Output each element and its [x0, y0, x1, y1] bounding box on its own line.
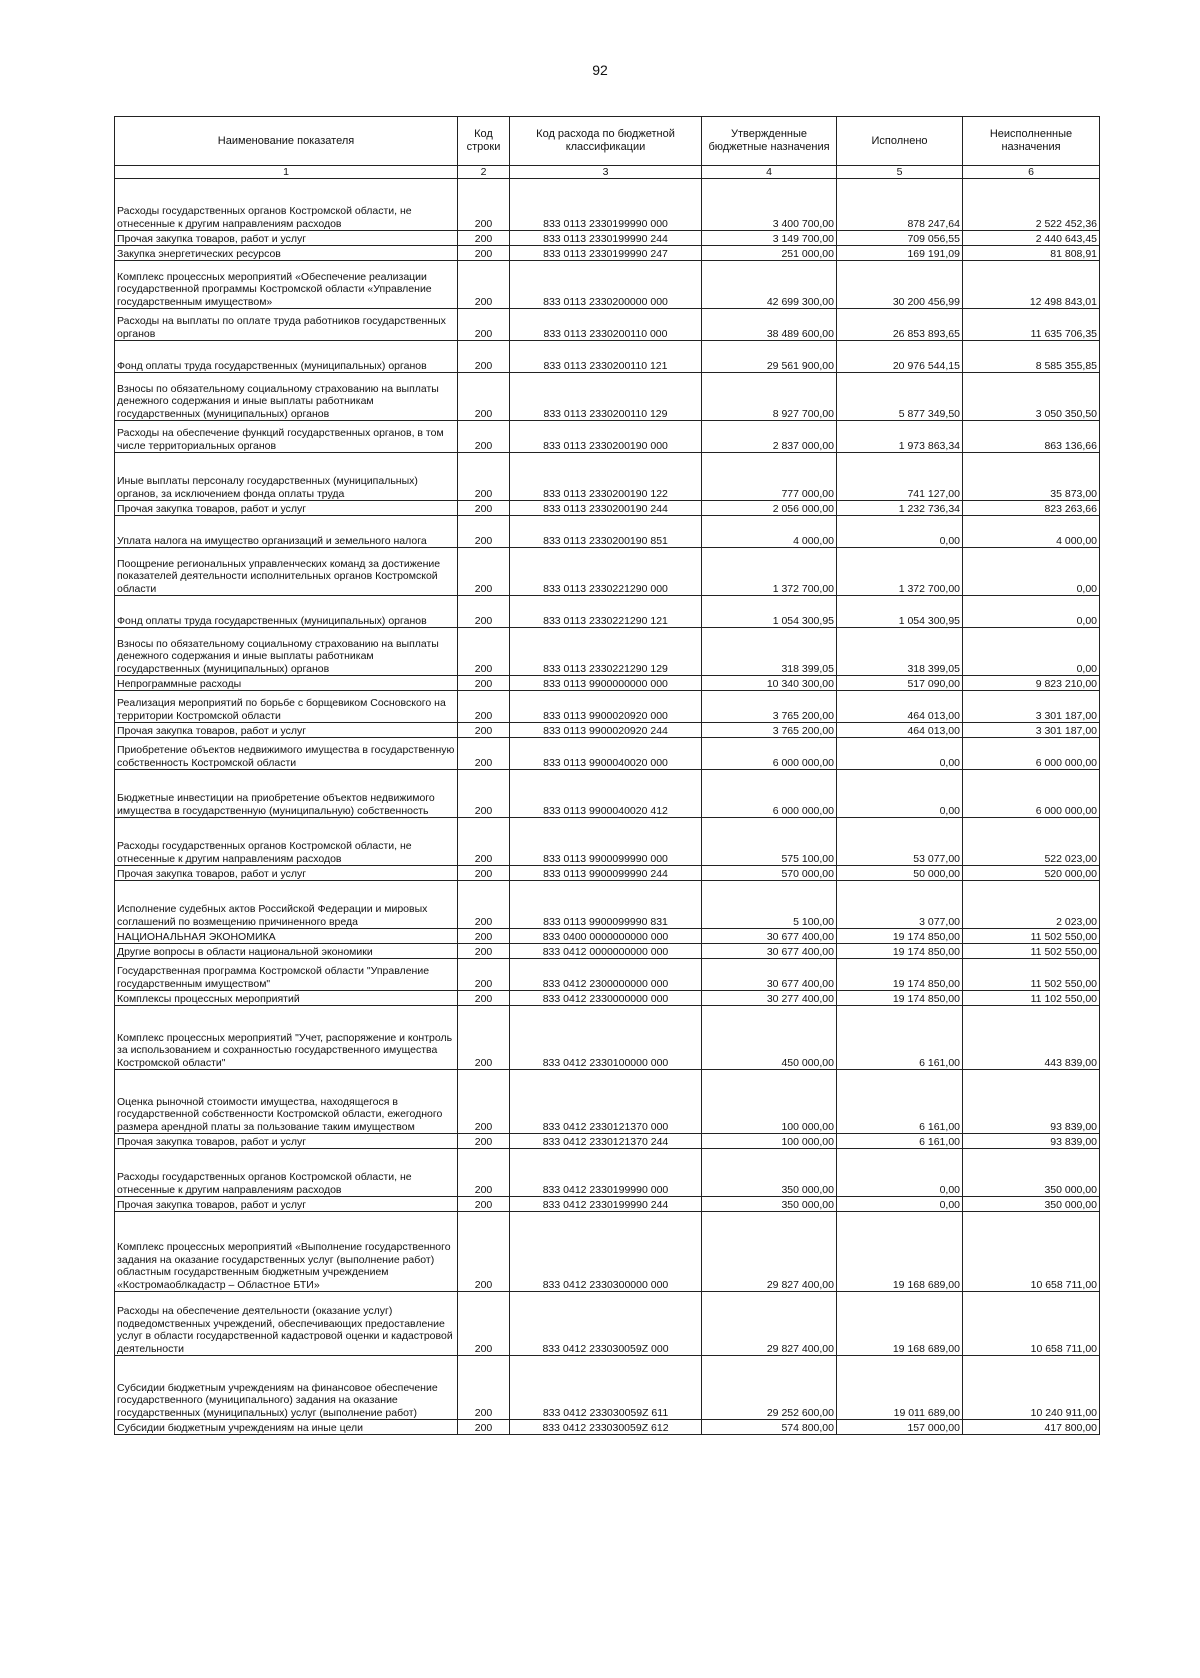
table-row [115, 501, 1100, 516]
expense-code: 833 0113 2330200110 000 [510, 309, 702, 341]
approved-amount: 4 000,00 [702, 516, 837, 548]
table-row [115, 341, 1100, 373]
indicator-name: НАЦИОНАЛЬНАЯ ЭКОНОМИКА [115, 929, 458, 944]
executed-amount: 0,00 [837, 516, 963, 548]
unexecuted-amount: 81 808,91 [963, 246, 1100, 261]
executed-amount: 464 013,00 [837, 723, 963, 738]
table-row [115, 628, 1100, 676]
expense-code: 833 0412 2300000000 000 [510, 959, 702, 991]
line-code: 200 [458, 421, 510, 453]
indicator-name: Исполнение судебных актов Российской Федерации и мировых соглашений по возмещению причиненного вреда [115, 881, 458, 929]
indicator-name: Реализация мероприятий по борьбе с борщевиком Сосновского на территории Костромской области [115, 691, 458, 723]
executed-amount: 0,00 [837, 1149, 963, 1197]
executed-amount: 50 000,00 [837, 866, 963, 881]
unexecuted-amount: 8 585 355,85 [963, 341, 1100, 373]
approved-amount: 1 372 700,00 [702, 548, 837, 596]
executed-amount: 26 853 893,65 [837, 309, 963, 341]
approved-amount: 30 677 400,00 [702, 959, 837, 991]
expense-code: 833 0113 2330199990 000 [510, 179, 702, 231]
executed-amount: 709 056,55 [837, 231, 963, 246]
approved-amount: 30 277 400,00 [702, 991, 837, 1006]
indicator-name: Расходы на обеспечение деятельности (оказание услуг) подведомственных учреждений, обеспечивающих предоставление услуг в области государственной кадастровой оценки и кадастровой деятельности [115, 1292, 458, 1356]
table-row [115, 1070, 1100, 1134]
line-code: 200 [458, 1149, 510, 1197]
unexecuted-amount: 2 522 452,36 [963, 179, 1100, 231]
unexecuted-amount: 522 023,00 [963, 818, 1100, 866]
approved-amount: 3 765 200,00 [702, 723, 837, 738]
table-row [115, 261, 1100, 309]
approved-amount: 574 800,00 [702, 1420, 837, 1435]
column-number: 6 [963, 166, 1100, 179]
expense-code: 833 0412 2330121370 244 [510, 1134, 702, 1149]
line-code: 200 [458, 309, 510, 341]
column-number: 4 [702, 166, 837, 179]
approved-amount: 350 000,00 [702, 1149, 837, 1197]
line-code: 200 [458, 676, 510, 691]
table-row [115, 1212, 1100, 1292]
table-row [115, 1420, 1100, 1435]
line-code: 200 [458, 453, 510, 501]
approved-amount: 29 827 400,00 [702, 1212, 837, 1292]
indicator-name: Расходы на выплаты по оплате труда работников государственных органов [115, 309, 458, 341]
indicator-name: Расходы государственных органов Костромской области, не отнесенные к другим направлениям расходов [115, 1149, 458, 1197]
approved-amount: 251 000,00 [702, 246, 837, 261]
expense-code: 833 0113 9900020920 000 [510, 691, 702, 723]
approved-amount: 1 054 300,95 [702, 596, 837, 628]
line-code: 200 [458, 261, 510, 309]
table-row [115, 1197, 1100, 1212]
indicator-name: Прочая закупка товаров, работ и услуг [115, 1197, 458, 1212]
expense-code: 833 0113 9900099990 244 [510, 866, 702, 881]
indicator-name: Комплексы процессных мероприятий [115, 991, 458, 1006]
unexecuted-amount: 2 440 643,45 [963, 231, 1100, 246]
executed-amount: 169 191,09 [837, 246, 963, 261]
indicator-name: Прочая закупка товаров, работ и услуг [115, 1134, 458, 1149]
table-row [115, 818, 1100, 866]
approved-amount: 3 149 700,00 [702, 231, 837, 246]
executed-amount: 19 168 689,00 [837, 1212, 963, 1292]
table-row [115, 453, 1100, 501]
unexecuted-amount: 0,00 [963, 628, 1100, 676]
approved-amount: 350 000,00 [702, 1197, 837, 1212]
line-code: 200 [458, 628, 510, 676]
executed-amount: 6 161,00 [837, 1070, 963, 1134]
approved-amount: 575 100,00 [702, 818, 837, 866]
table-row [115, 881, 1100, 929]
table-row [115, 959, 1100, 991]
indicator-name: Взносы по обязательному социальному страхованию на выплаты денежного содержания и иные выплаты работникам государственных (муниципальных) органов [115, 373, 458, 421]
expense-code: 833 0113 2330200110 129 [510, 373, 702, 421]
executed-amount: 1 372 700,00 [837, 548, 963, 596]
unexecuted-amount: 350 000,00 [963, 1149, 1100, 1197]
indicator-name: Государственная программа Костромской области "Управление государственным имуществом" [115, 959, 458, 991]
approved-amount: 30 677 400,00 [702, 929, 837, 944]
indicator-name: Комплекс процессных мероприятий «Обеспечение реализации государственной программы Костромской области «Управление государственным имуществом» [115, 261, 458, 309]
unexecuted-amount: 520 000,00 [963, 866, 1100, 881]
unexecuted-amount: 10 658 711,00 [963, 1292, 1100, 1356]
indicator-name: Фонд оплаты труда государственных (муниципальных) органов [115, 341, 458, 373]
executed-amount: 19 174 850,00 [837, 959, 963, 991]
indicator-name: Другие вопросы в области национальной экономики [115, 944, 458, 959]
line-code: 200 [458, 929, 510, 944]
unexecuted-amount: 11 102 550,00 [963, 991, 1100, 1006]
approved-amount: 2 056 000,00 [702, 501, 837, 516]
line-code: 200 [458, 959, 510, 991]
approved-amount: 3 400 700,00 [702, 179, 837, 231]
expense-code: 833 0113 2330199990 244 [510, 231, 702, 246]
approved-amount: 2 837 000,00 [702, 421, 837, 453]
line-code: 200 [458, 179, 510, 231]
indicator-name: Прочая закупка товаров, работ и услуг [115, 501, 458, 516]
table-row [115, 991, 1100, 1006]
unexecuted-amount: 3 050 350,50 [963, 373, 1100, 421]
indicator-name: Расходы на обеспечение функций государственных органов, в том числе территориальных органов [115, 421, 458, 453]
table-header-row [115, 117, 1100, 166]
expense-code: 833 0113 9900040020 000 [510, 738, 702, 770]
unexecuted-amount: 350 000,00 [963, 1197, 1100, 1212]
indicator-name: Прочая закупка товаров, работ и услуг [115, 866, 458, 881]
approved-amount: 100 000,00 [702, 1134, 837, 1149]
unexecuted-amount: 11 502 550,00 [963, 929, 1100, 944]
indicator-name: Иные выплаты персоналу государственных (муниципальных) органов, за исключением фонда оплаты труда [115, 453, 458, 501]
approved-amount: 100 000,00 [702, 1070, 837, 1134]
column-header-name: Наименование показателя [115, 117, 458, 166]
approved-amount: 6 000 000,00 [702, 770, 837, 818]
approved-amount: 318 399,05 [702, 628, 837, 676]
unexecuted-amount: 6 000 000,00 [963, 770, 1100, 818]
table-row [115, 1356, 1100, 1420]
unexecuted-amount: 6 000 000,00 [963, 738, 1100, 770]
expense-code: 833 0412 2330121370 000 [510, 1070, 702, 1134]
line-code: 200 [458, 818, 510, 866]
expense-code: 833 0113 2330200190 851 [510, 516, 702, 548]
column-number: 2 [458, 166, 510, 179]
indicator-name: Прочая закупка товаров, работ и услуг [115, 723, 458, 738]
line-code: 200 [458, 1420, 510, 1435]
unexecuted-amount: 12 498 843,01 [963, 261, 1100, 309]
executed-amount: 30 200 456,99 [837, 261, 963, 309]
expense-code: 833 0400 0000000000 000 [510, 929, 702, 944]
approved-amount: 29 561 900,00 [702, 341, 837, 373]
unexecuted-amount: 93 839,00 [963, 1070, 1100, 1134]
approved-amount: 29 252 600,00 [702, 1356, 837, 1420]
unexecuted-amount: 10 658 711,00 [963, 1212, 1100, 1292]
approved-amount: 10 340 300,00 [702, 676, 837, 691]
expense-code: 833 0113 9900099990 831 [510, 881, 702, 929]
line-code: 200 [458, 548, 510, 596]
expense-code: 833 0113 2330221290 000 [510, 548, 702, 596]
line-code: 200 [458, 1197, 510, 1212]
indicator-name: Фонд оплаты труда государственных (муниципальных) органов [115, 596, 458, 628]
expense-code: 833 0113 2330221290 129 [510, 628, 702, 676]
table-row [115, 373, 1100, 421]
page-number: 92 [592, 62, 608, 78]
line-code: 200 [458, 246, 510, 261]
approved-amount: 38 489 600,00 [702, 309, 837, 341]
executed-amount: 19 174 850,00 [837, 991, 963, 1006]
expense-code: 833 0412 2330000000 000 [510, 991, 702, 1006]
indicator-name: Комплекс процессных мероприятий «Выполнение государственного задания на оказание государственных услуг (выполнение работ) областным государственным бюджетным учреждением «Костромаоблкадастр – Областное БТИ» [115, 1212, 458, 1292]
unexecuted-amount: 417 800,00 [963, 1420, 1100, 1435]
table-row [115, 929, 1100, 944]
expense-code: 833 0412 2330199990 244 [510, 1197, 702, 1212]
line-code: 200 [458, 1134, 510, 1149]
executed-amount: 1 973 863,34 [837, 421, 963, 453]
approved-amount: 450 000,00 [702, 1006, 837, 1070]
unexecuted-amount: 3 301 187,00 [963, 723, 1100, 738]
line-code: 200 [458, 341, 510, 373]
line-code: 200 [458, 738, 510, 770]
approved-amount: 29 827 400,00 [702, 1292, 837, 1356]
unexecuted-amount: 863 136,66 [963, 421, 1100, 453]
expense-code: 833 0412 0000000000 000 [510, 944, 702, 959]
line-code: 200 [458, 596, 510, 628]
indicator-name: Непрограммные расходы [115, 676, 458, 691]
line-code: 200 [458, 866, 510, 881]
table-row [115, 516, 1100, 548]
line-code: 200 [458, 881, 510, 929]
column-header-executed: Исполнено [837, 117, 963, 166]
expense-code: 833 0412 233030059Z 611 [510, 1356, 702, 1420]
table-row [115, 1292, 1100, 1356]
indicator-name: Бюджетные инвестиции на приобретение объектов недвижимого имущества в государственную (муниципальную) собственность [115, 770, 458, 818]
table-row [115, 246, 1100, 261]
indicator-name: Субсидии бюджетным учреждениям на финансовое обеспечение государственного (муниципального) задания на оказание государственных (муниципальных) услуг (выполнение работ) [115, 1356, 458, 1420]
indicator-name: Субсидии бюджетным учреждениям на иные цели [115, 1420, 458, 1435]
executed-amount: 0,00 [837, 1197, 963, 1212]
executed-amount: 3 077,00 [837, 881, 963, 929]
expense-code: 833 0113 9900040020 412 [510, 770, 702, 818]
table-row [115, 231, 1100, 246]
executed-amount: 19 174 850,00 [837, 929, 963, 944]
unexecuted-amount: 35 873,00 [963, 453, 1100, 501]
line-code: 200 [458, 944, 510, 959]
line-code: 200 [458, 991, 510, 1006]
line-code: 200 [458, 501, 510, 516]
executed-amount: 157 000,00 [837, 1420, 963, 1435]
unexecuted-amount: 11 635 706,35 [963, 309, 1100, 341]
expense-code: 833 0113 2330221290 121 [510, 596, 702, 628]
table-row [115, 1149, 1100, 1197]
column-number: 5 [837, 166, 963, 179]
column-header-unexecuted: Неисполненные назначения [963, 117, 1100, 166]
approved-amount: 3 765 200,00 [702, 691, 837, 723]
executed-amount: 517 090,00 [837, 676, 963, 691]
table-row [115, 179, 1100, 231]
expense-code: 833 0113 9900020920 244 [510, 723, 702, 738]
executed-amount: 318 399,05 [837, 628, 963, 676]
expense-code: 833 0113 9900000000 000 [510, 676, 702, 691]
approved-amount: 42 699 300,00 [702, 261, 837, 309]
line-code: 200 [458, 1006, 510, 1070]
expense-code: 833 0113 2330200190 244 [510, 501, 702, 516]
approved-amount: 6 000 000,00 [702, 738, 837, 770]
table-row [115, 676, 1100, 691]
expense-code: 833 0113 2330200110 121 [510, 341, 702, 373]
indicator-name: Расходы государственных органов Костромской области, не отнесенные к другим направлениям расходов [115, 818, 458, 866]
executed-amount: 1 054 300,95 [837, 596, 963, 628]
indicator-name: Комплекс процессных мероприятий "Учет, распоряжение и контроль за использованием и сохранностью государственного имущества Костромской области" [115, 1006, 458, 1070]
column-number: 3 [510, 166, 702, 179]
expense-code: 833 0113 2330200190 122 [510, 453, 702, 501]
unexecuted-amount: 0,00 [963, 548, 1100, 596]
executed-amount: 20 976 544,15 [837, 341, 963, 373]
table-row [115, 596, 1100, 628]
approved-amount: 8 927 700,00 [702, 373, 837, 421]
expense-code: 833 0412 2330199990 000 [510, 1149, 702, 1197]
expense-code: 833 0113 2330199990 247 [510, 246, 702, 261]
executed-amount: 19 168 689,00 [837, 1292, 963, 1356]
approved-amount: 30 677 400,00 [702, 944, 837, 959]
table-row [115, 723, 1100, 738]
indicator-name: Закупка энергетических ресурсов [115, 246, 458, 261]
indicator-name: Прочая закупка товаров, работ и услуг [115, 231, 458, 246]
expense-code: 833 0412 233030059Z 000 [510, 1292, 702, 1356]
budget-execution-table [114, 116, 1100, 1435]
unexecuted-amount: 0,00 [963, 596, 1100, 628]
line-code: 200 [458, 516, 510, 548]
executed-amount: 0,00 [837, 738, 963, 770]
column-number: 1 [115, 166, 458, 179]
column-header-approved: Утвержденные бюджетные назначения [702, 117, 837, 166]
line-code: 200 [458, 1356, 510, 1420]
table-body [115, 179, 1100, 1435]
unexecuted-amount: 9 823 210,00 [963, 676, 1100, 691]
expense-code: 833 0113 2330200000 000 [510, 261, 702, 309]
line-code: 200 [458, 231, 510, 246]
unexecuted-amount: 11 502 550,00 [963, 944, 1100, 959]
table-row [115, 1134, 1100, 1149]
indicator-name: Оценка рыночной стоимости имущества, находящегося в государственной собственности Костромской области, ежегодного размера арендной платы за пользование таким имуществом [115, 1070, 458, 1134]
executed-amount: 0,00 [837, 770, 963, 818]
column-number-row [115, 166, 1100, 179]
unexecuted-amount: 93 839,00 [963, 1134, 1100, 1149]
line-code: 200 [458, 1070, 510, 1134]
table-row [115, 1006, 1100, 1070]
indicator-name: Расходы государственных органов Костромской области, не отнесенные к другим направлениям расходов [115, 179, 458, 231]
column-header-expense-code: Код расхода по бюджетной классификации [510, 117, 702, 166]
expense-code: 833 0113 9900099990 000 [510, 818, 702, 866]
expense-code: 833 0412 233030059Z 612 [510, 1420, 702, 1435]
indicator-name: Приобретение объектов недвижимого имущества в государственную собственность Костромской области [115, 738, 458, 770]
expense-code: 833 0412 2330100000 000 [510, 1006, 702, 1070]
executed-amount: 53 077,00 [837, 818, 963, 866]
table-row [115, 770, 1100, 818]
executed-amount: 6 161,00 [837, 1006, 963, 1070]
expense-code: 833 0113 2330200190 000 [510, 421, 702, 453]
line-code: 200 [458, 1212, 510, 1292]
table-row [115, 866, 1100, 881]
unexecuted-amount: 10 240 911,00 [963, 1356, 1100, 1420]
executed-amount: 6 161,00 [837, 1134, 963, 1149]
executed-amount: 741 127,00 [837, 453, 963, 501]
indicator-name: Поощрение региональных управленческих команд за достижение показателей деятельности исполнительных органов Костромской области [115, 548, 458, 596]
indicator-name: Уплата налога на имущество организаций и земельного налога [115, 516, 458, 548]
indicator-name: Взносы по обязательному социальному страхованию на выплаты денежного содержания и иные выплаты работникам государственных (муниципальных) органов [115, 628, 458, 676]
unexecuted-amount: 823 263,66 [963, 501, 1100, 516]
table-row [115, 738, 1100, 770]
unexecuted-amount: 443 839,00 [963, 1006, 1100, 1070]
executed-amount: 19 011 689,00 [837, 1356, 963, 1420]
unexecuted-amount: 11 502 550,00 [963, 959, 1100, 991]
approved-amount: 5 100,00 [702, 881, 837, 929]
line-code: 200 [458, 373, 510, 421]
line-code: 200 [458, 723, 510, 738]
table-row [115, 421, 1100, 453]
line-code: 200 [458, 1292, 510, 1356]
table-row [115, 309, 1100, 341]
expense-code: 833 0412 2330300000 000 [510, 1212, 702, 1292]
approved-amount: 777 000,00 [702, 453, 837, 501]
approved-amount: 570 000,00 [702, 866, 837, 881]
unexecuted-amount: 3 301 187,00 [963, 691, 1100, 723]
unexecuted-amount: 4 000,00 [963, 516, 1100, 548]
unexecuted-amount: 2 023,00 [963, 881, 1100, 929]
line-code: 200 [458, 770, 510, 818]
executed-amount: 464 013,00 [837, 691, 963, 723]
executed-amount: 1 232 736,34 [837, 501, 963, 516]
column-header-line-code: Код строки [458, 117, 510, 166]
table-row [115, 691, 1100, 723]
executed-amount: 878 247,64 [837, 179, 963, 231]
table-row [115, 548, 1100, 596]
executed-amount: 5 877 349,50 [837, 373, 963, 421]
executed-amount: 19 174 850,00 [837, 944, 963, 959]
line-code: 200 [458, 691, 510, 723]
table-row [115, 944, 1100, 959]
